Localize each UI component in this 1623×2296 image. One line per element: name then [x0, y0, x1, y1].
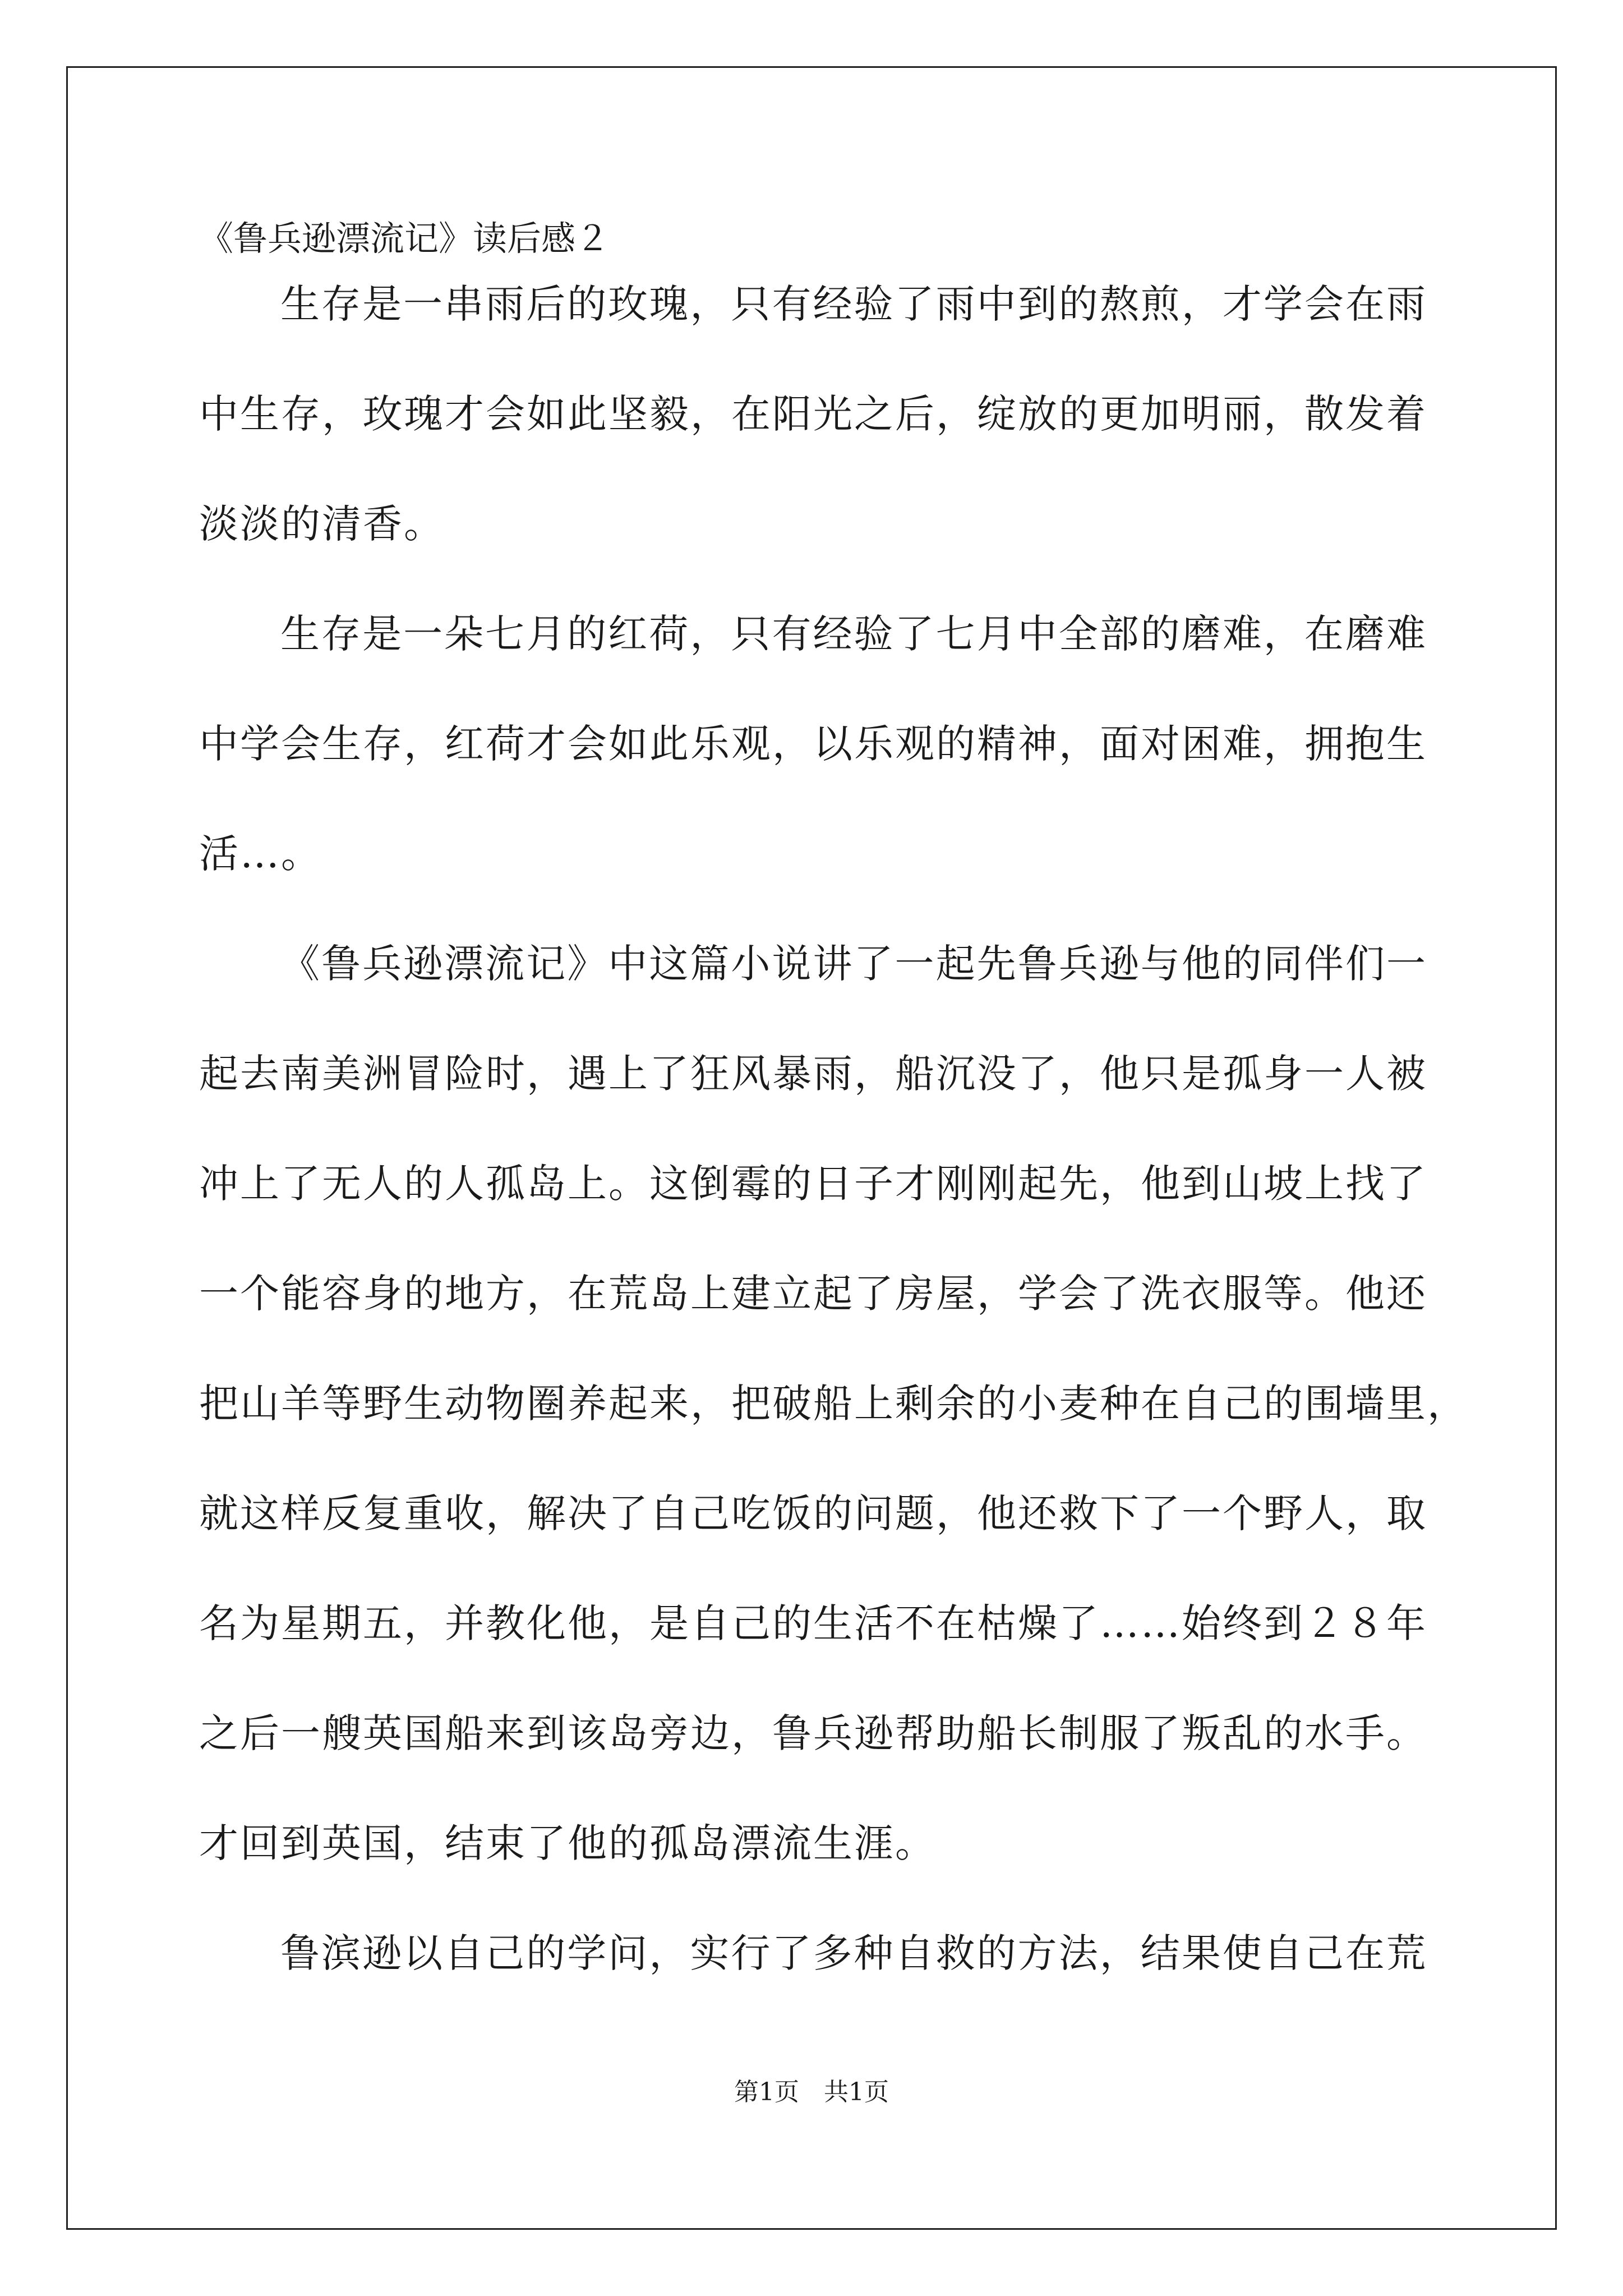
page-footer: 第1页 共1页: [734, 2078, 889, 2106]
text-line: 中生存，玫瑰才会如此坚毅，在阳光之后，绽放的更加明丽，散发着: [199, 391, 1427, 437]
text-line: 把山羊等野生动物圈养起来，把破船上剩余的小麦种在自己的围墙里，: [199, 1381, 1468, 1427]
text-line: 起去南美洲冒险时，遇上了狂风暴雨，船沉没了，他只是孤身一人被: [199, 1051, 1427, 1097]
paragraph-lines: [199, 276, 1468, 1981]
text-line: 鲁滨逊以自己的学问，实行了多种自救的方法，结果使自己在荒: [280, 1930, 1427, 1976]
document-title: 《鲁兵逊漂流记》读后感２: [199, 219, 610, 259]
text-line: 才回到英国，结束了他的孤岛漂流生涯。: [199, 1820, 936, 1866]
text-line: 之后一艘英国船来到该岛旁边，鲁兵逊帮助船长制服了叛乱的水手。: [199, 1710, 1427, 1756]
text-line: 一个能容身的地方，在荒岛上建立起了房屋，学会了洗衣服等。他还: [199, 1271, 1427, 1317]
document-body: [199, 213, 1468, 2035]
text-line: 淡淡的清香。: [199, 501, 445, 547]
text-line: 生存是一串雨后的玫瑰，只有经验了雨中到的熬煎，才学会在雨: [280, 281, 1427, 327]
text-line: 中学会生存，红荷才会如此乐观，以乐观的精神，面对困难，拥抱生: [199, 721, 1427, 767]
text-line: 冲上了无人的人孤岛上。这倒霉的日子才刚刚起先，他到山坡上找了: [199, 1161, 1427, 1207]
text-line: 就这样反复重收，解决了自己吃饭的问题，他还救下了一个野人，取: [199, 1490, 1427, 1536]
text-line: 活…。: [199, 831, 322, 877]
text-line: 生存是一朵七月的红荷，只有经验了七月中全部的磨难，在磨难: [280, 611, 1427, 657]
text-line: 名为星期五，并教化他，是自己的生活不在枯燥了……始终到２８年: [199, 1600, 1427, 1646]
text-line: 《鲁兵逊漂流记》中这篇小说讲了一起先鲁兵逊与他的同伴们一: [280, 941, 1427, 987]
